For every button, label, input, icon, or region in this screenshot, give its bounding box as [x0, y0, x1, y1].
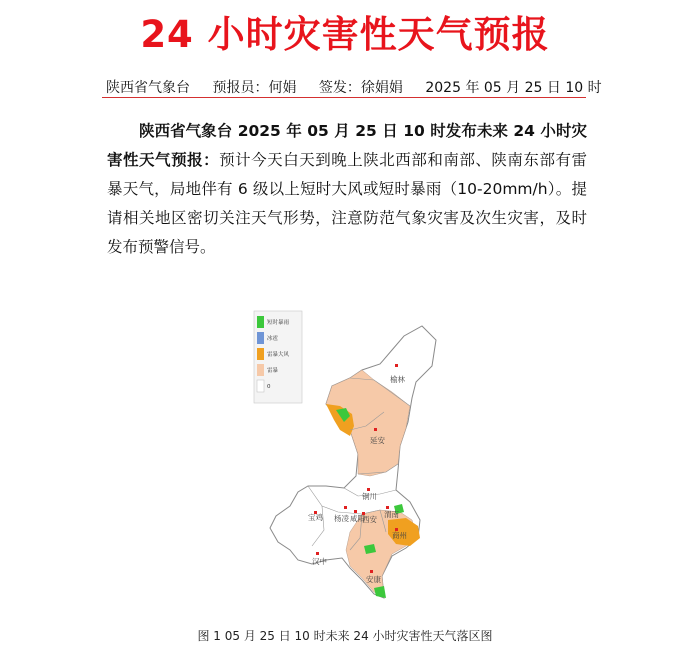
marker-yangling: [344, 506, 347, 509]
city-label-yangling: 杨凌: [334, 514, 349, 523]
marker-tongchuan: [367, 488, 370, 491]
city-label-weinan: 渭南: [384, 510, 399, 519]
meta-divider: [102, 97, 586, 98]
marker-ankang: [370, 570, 373, 573]
map-caption: 图 1 05 月 25 日 10 时未来 24 小时灾害性天气落区图: [197, 629, 493, 643]
marker-yulin: [395, 364, 398, 367]
meta-issuer: 签发：徐娟娟: [318, 80, 403, 96]
legend-swatch-gale: [257, 348, 264, 360]
shaanxi-map: [250, 306, 450, 606]
legend-label-thunder: 雷暴: [267, 368, 279, 374]
marker-yanan: [374, 428, 377, 431]
legend-swatch-rainstorm: [257, 316, 264, 328]
legend-label-rainstorm: 短时暴雨: [267, 320, 290, 326]
marker-xianyang: [354, 510, 357, 513]
forecast-map: [250, 306, 450, 606]
city-label-hanzhong: 汉中: [312, 557, 327, 566]
forecast-lead: 陕西省气象台 2025 年 05 月 25 日 10 时发布未来 24 小时灾害性天气预报：: [107, 122, 587, 169]
legend-swatch-none: [257, 380, 264, 392]
marker-weinan: [386, 506, 389, 509]
meta-forecaster: 预报员：何娟: [212, 80, 297, 96]
map-legend: [254, 311, 302, 403]
city-label-tongchuan: 铜川: [362, 492, 377, 501]
legend-label-none: 0: [267, 384, 271, 390]
city-label-yanan: 延安: [370, 436, 385, 445]
rainstorm-area-4: [374, 586, 386, 598]
city-label-ankang: 安康: [366, 575, 381, 584]
forecast-title: 24 小时灾害性天气预报: [140, 13, 550, 56]
city-label-yulin: 榆林: [390, 375, 405, 384]
legend-swatch-hail: [257, 332, 264, 344]
city-label-xian: 西安: [362, 515, 377, 524]
forecast-body: [107, 117, 587, 262]
legend-label-hail: 冰雹: [267, 336, 279, 342]
city-label-shangluo: 商州: [392, 531, 407, 540]
city-label-xianyang: 咸阳: [350, 514, 365, 523]
marker-hanzhong: [316, 552, 319, 555]
meta-agency: 陕西省气象台: [106, 80, 190, 96]
city-label-baoji: 宝鸡: [308, 513, 323, 522]
legend-swatch-thunder: [257, 364, 264, 376]
meta-line: [106, 77, 602, 97]
legend-label-gale: 雷暴大风: [267, 352, 290, 358]
forecast-text: 预计今天白天到晚上陕北西部和南部、陕南东部有雷暴天气，局地伴有 6 级以上短时大风或短时暴雨（10-20mm/h）。提请相关地区密切关注天气形势，注意防范气象灾害及次生灾害，及时发布预警信号。: [107, 151, 587, 256]
meta-datetime: 2025 年 05 月 25 日 10 时: [425, 80, 602, 96]
